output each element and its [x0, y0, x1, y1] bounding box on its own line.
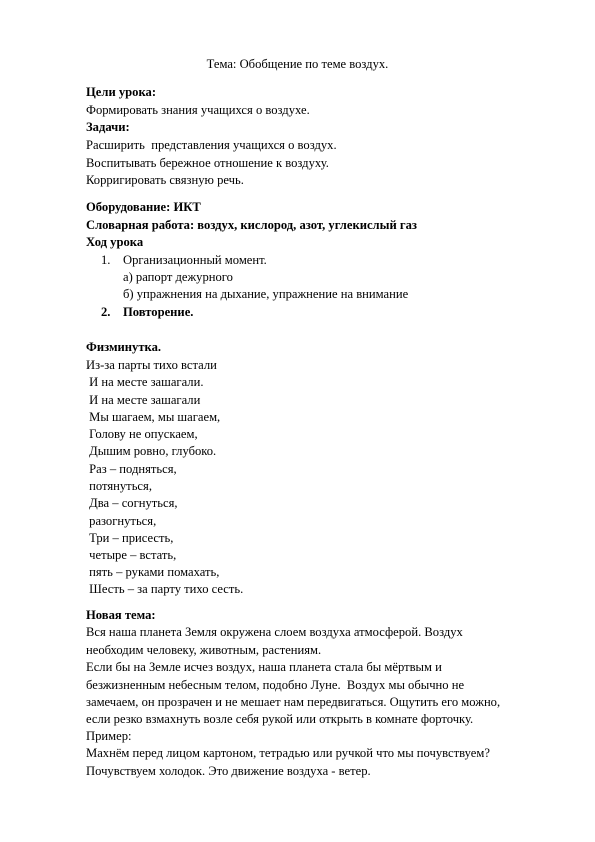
- step-text: Повторение.: [123, 305, 194, 319]
- poem-line: Раз – подняться,: [86, 462, 177, 476]
- body-line: безжизненным небесным телом, подобно Луне. Воздух мы обычно не: [86, 678, 465, 692]
- poem-line: И на месте зашагали: [86, 393, 201, 407]
- poem-line: И на месте зашагали.: [86, 375, 204, 389]
- poem-line: Шесть – за парту тихо сесть.: [86, 582, 244, 596]
- goals-heading: Цели урока:: [86, 85, 157, 99]
- lesson-flow-heading: Ход урока: [86, 235, 144, 249]
- poem-line: Два – согнуться,: [86, 496, 178, 510]
- substep-item: б) упражнения на дыхание, упражнение на внимание: [123, 287, 409, 301]
- body-line: Вся наша планета Земля окружена слоем воздуха атмосферой. Воздух: [86, 625, 463, 639]
- poem-line: Три – присесть,: [86, 531, 174, 545]
- poem-line: Из-за парты тихо встали: [86, 358, 217, 372]
- vocabulary-line: Словарная работа: воздух, кислород, азот, углекислый газ: [86, 218, 417, 232]
- body-line: Почувствуем холодок. Это движение воздуха - ветер.: [86, 764, 371, 778]
- task-item: Расширить представления учащихся о воздух.: [86, 138, 337, 152]
- goals-text: Формировать знания учащихся о воздухе.: [86, 103, 310, 117]
- tasks-heading: Задачи:: [86, 120, 130, 134]
- step-text: Организационный момент.: [123, 253, 267, 267]
- poem-line: потянуться,: [86, 479, 152, 493]
- poem-line: разогнуться,: [86, 514, 157, 528]
- task-item: Воспитывать бережное отношение к воздуху.: [86, 156, 329, 170]
- poem-line: Мы шагаем, мы шагаем,: [86, 410, 221, 424]
- new-topic-heading: Новая тема:: [86, 608, 156, 622]
- task-item: Корригировать связную речь.: [86, 173, 244, 187]
- poem-line: четыре – встать,: [86, 548, 177, 562]
- body-line: Махнём перед лицом картоном, тетрадью или ручкой что мы почувствуем?: [86, 746, 490, 760]
- fizminutka-heading: Физминутка.: [86, 340, 162, 354]
- body-line: необходим человеку, животным, растениям.: [86, 643, 322, 657]
- body-line: Пример:: [86, 729, 132, 743]
- equipment-line: Оборудование: ИКТ: [86, 200, 201, 214]
- step-number: 2.: [101, 305, 111, 319]
- body-line: если резко взмахнуть возле себя рукой или открыть в комнате форточку.: [86, 712, 474, 726]
- poem-line: Дышим ровно, глубоко.: [86, 444, 217, 458]
- substep-item: а) рапорт дежурного: [123, 270, 233, 284]
- body-line: замечаем, он прозрачен и не мешает нам передвигаться. Ощутить его можно,: [86, 695, 501, 709]
- body-line: Если бы на Земле исчез воздух, наша планета стала бы мёртвым и: [86, 660, 442, 674]
- poem-line: Голову не опускаем,: [86, 427, 198, 441]
- poem-line: пять – руками помахать,: [86, 565, 220, 579]
- document-title: Тема: Обобщение по теме воздух.: [206, 57, 389, 71]
- step-number: 1.: [101, 253, 111, 267]
